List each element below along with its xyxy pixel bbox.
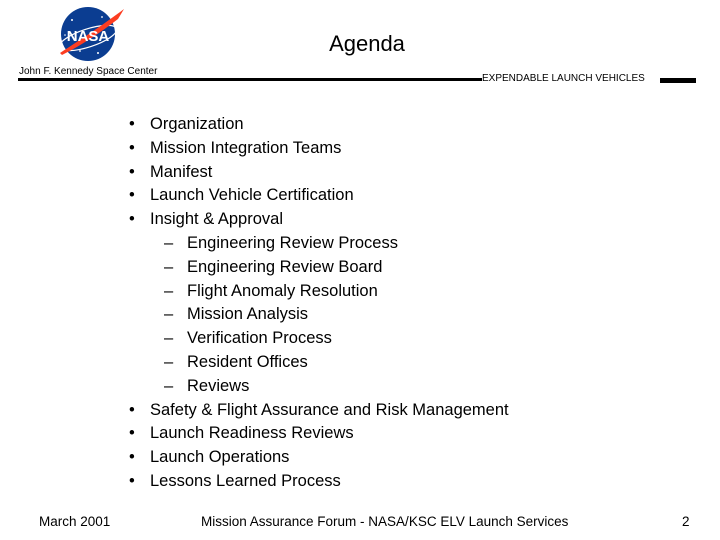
header-rule-left [18,78,482,81]
bullet-marker: • [129,448,135,467]
agenda-item-label: Safety & Flight Assurance and Risk Management [150,400,509,419]
agenda-item-label: Lessons Learned Process [150,471,341,490]
page-title: Agenda [329,31,405,56]
dash-marker: – [164,352,174,371]
agenda-item-label: Insight & Approval [150,210,283,229]
header-rule-right [660,78,696,83]
agenda-item-label: Mission Integration Teams [150,138,342,157]
agenda-item-label: Organization [150,115,244,133]
dash-marker: – [164,376,174,395]
bullet-marker: • [129,400,135,419]
bullet-marker: • [129,138,135,157]
agenda-item-label: Launch Readiness Reviews [150,424,354,443]
bullet-marker: • [129,424,135,443]
dash-marker: – [164,257,174,276]
footer-date: March 2001 [39,514,111,529]
bullet-marker: • [129,162,135,181]
nasa-logo-text: NASA [66,28,110,45]
dash-marker: – [164,305,174,324]
agenda-item-label: Flight Anomaly Resolution [187,281,378,300]
agenda-item-label: Engineering Review Board [187,257,383,276]
agenda-item-label: Manifest [150,162,213,181]
agenda-item-label: Resident Offices [187,352,308,371]
bullet-marker: • [129,186,135,205]
division-label: EXPENDABLE LAUNCH VEHICLES [482,73,645,84]
dash-marker: – [164,281,174,300]
bullet-marker: • [129,471,135,490]
center-name: John F. Kennedy Space Center [19,66,158,77]
agenda-item-label: Reviews [187,376,250,395]
agenda-item-label: Launch Vehicle Certification [150,186,354,205]
dash-marker: – [164,329,174,348]
dash-marker: – [164,233,174,252]
agenda-item-label: Mission Analysis [187,305,309,324]
page-number: 2 [682,514,690,529]
agenda-item-label: Launch Operations [150,448,290,467]
bullet-marker: • [129,210,135,229]
agenda-item-label: Engineering Review Process [187,233,398,252]
agenda-item-label: Verification Process [187,329,332,348]
bullet-marker: • [129,115,135,133]
footer-center-text: Mission Assurance Forum - NASA/KSC ELV Launch Services [201,514,569,529]
